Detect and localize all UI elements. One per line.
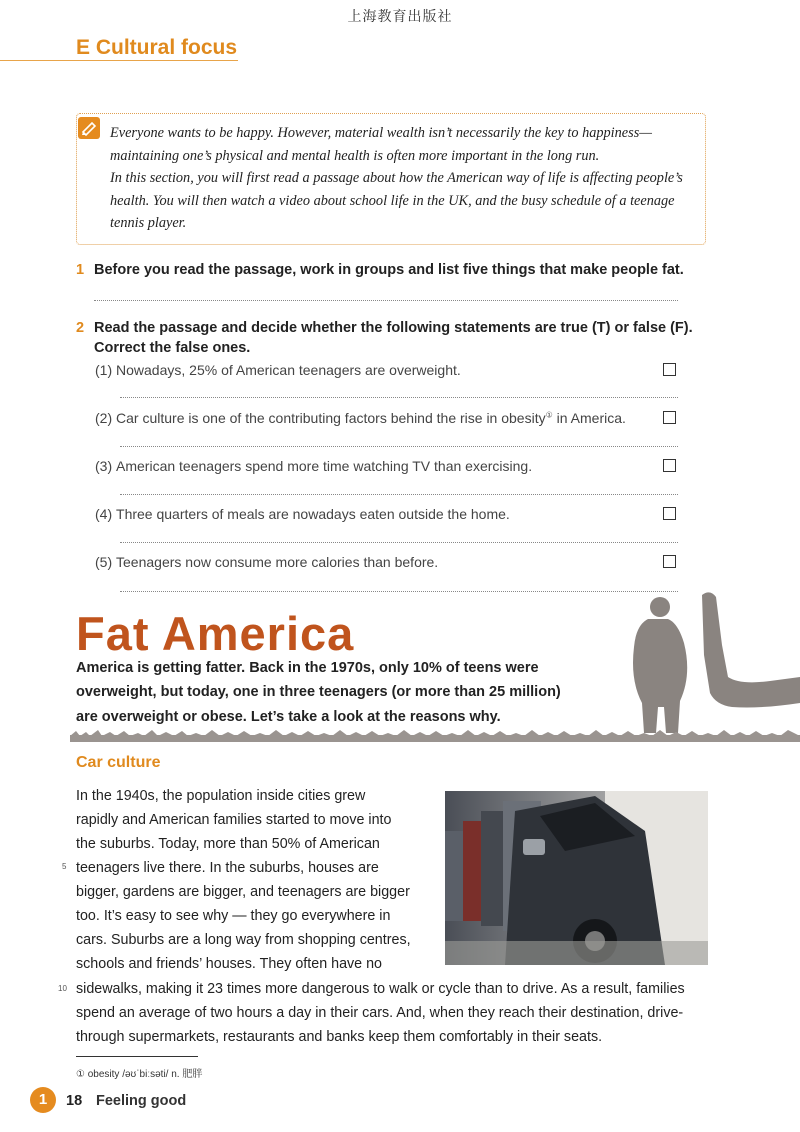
correction-line[interactable] xyxy=(120,446,678,447)
page-number: 18 xyxy=(66,1093,83,1109)
pencil-icon xyxy=(78,117,100,139)
question-2 xyxy=(76,318,693,358)
body-line: sidewalks, making it 23 times more dangerous to walk or cycle than to drive. As a result, families xyxy=(76,981,685,997)
statement-2 xyxy=(95,410,626,426)
statement-text: Car culture is one of the contributing factors behind the rise in obesity xyxy=(116,410,546,426)
intro-text xyxy=(110,122,702,235)
statement-number: (5) xyxy=(95,554,113,570)
article-lead xyxy=(76,656,636,729)
lead-line: are overweight or obese. Let’s take a look at the reasons why. xyxy=(76,708,501,725)
statement-number: (1) xyxy=(95,362,113,378)
car-mirror xyxy=(523,839,545,855)
question-number: 2 xyxy=(76,320,85,336)
line-number-10: 10 xyxy=(58,984,67,993)
lead-line: America is getting fatter. Back in the 1970s, only 10% of teens were xyxy=(76,660,539,676)
body-line: In the 1940s, the population inside cities grew xyxy=(76,788,366,804)
correction-line[interactable] xyxy=(120,494,678,495)
publisher-header: 上海教育出版社 xyxy=(347,9,453,25)
statement-number: (3) xyxy=(95,458,113,474)
statement-1 xyxy=(95,362,461,378)
body-line: bigger, gardens are bigger, and teenagers are bigger xyxy=(76,884,410,900)
true-false-checkbox[interactable] xyxy=(663,459,676,472)
grass-divider xyxy=(70,730,800,742)
lead-line: overweight, but today, one in three teenagers (or more than 25 million) xyxy=(76,684,561,701)
person-head xyxy=(650,597,670,617)
statement-5 xyxy=(95,554,438,570)
line-number-5: 5 xyxy=(62,862,67,871)
true-false-checkbox[interactable] xyxy=(663,411,676,424)
hand-icon xyxy=(702,592,800,707)
answer-line[interactable] xyxy=(94,300,678,301)
parked-cars-photo xyxy=(445,791,708,965)
intro-paragraph-1: Everyone wants to be happy. However, material wealth isn’t necessarily the key to happiness—maintaining one’s physical and mental health is often more important in the long run. xyxy=(110,125,652,164)
statement-number: (4) xyxy=(95,506,113,522)
question-1 xyxy=(76,262,684,278)
article-subheading: Car culture xyxy=(76,754,161,771)
body-line: the suburbs. Today, more than 50% of American xyxy=(76,836,380,852)
section-underline xyxy=(0,60,238,61)
question-text: Read the passage and decide whether the following statements are true (T) or false (F). xyxy=(94,320,693,336)
question-number: 1 xyxy=(76,262,85,278)
unit-title: Feeling good xyxy=(96,1093,187,1109)
intro-paragraph-2: In this section, you will first read a passage about how the American way of life is affecting people’s health. You will then watch a video about school life in the UK, and the busy schedule of a teenage tennis player. xyxy=(110,170,683,231)
question-text-cont: Correct the false ones. xyxy=(94,340,251,356)
true-false-checkbox[interactable] xyxy=(663,555,676,568)
statement-text: Three quarters of meals are nowadays eaten outside the home. xyxy=(116,506,510,522)
true-false-checkbox[interactable] xyxy=(663,363,676,376)
footnote: ① obesity /əʊˈbiːsəti/ n. 肥胖 xyxy=(76,1069,203,1080)
footnote-marker: ① xyxy=(545,410,553,420)
question-text: Before you read the passage, work in groups and list five things that make people fat. xyxy=(94,262,684,278)
person-body xyxy=(633,619,687,733)
correction-line[interactable] xyxy=(120,591,678,592)
body-line: cars. Suburbs are a long way from shopping centres, xyxy=(76,932,411,948)
statement-text: Nowadays, 25% of American teenagers are overweight. xyxy=(116,362,461,378)
body-line: rapidly and American families started to move into xyxy=(76,812,392,828)
body-line: through supermarkets, restaurants and banks keep them comfortably in their seats. xyxy=(76,1029,603,1045)
statement-text: Teenagers now consume more calories than before. xyxy=(116,554,439,570)
article-title: Fat America xyxy=(76,607,355,660)
statement-text-end: in America. xyxy=(552,410,626,426)
section-title: E Cultural focus xyxy=(76,36,238,59)
statement-number: (2) xyxy=(95,410,113,426)
footnote-rule xyxy=(76,1056,198,1057)
body-line: too. It’s easy to see why — they go everywhere in xyxy=(76,908,391,924)
unit-number-badge: 1 xyxy=(30,1087,56,1113)
correction-line[interactable] xyxy=(120,397,678,398)
statement-text: American teenagers spend more time watching TV than exercising. xyxy=(116,458,533,474)
statement-3 xyxy=(95,458,532,474)
true-false-checkbox[interactable] xyxy=(663,507,676,520)
statement-4 xyxy=(95,506,510,522)
correction-line[interactable] xyxy=(120,542,678,543)
body-line: schools and friends’ houses. They often have no xyxy=(76,956,382,972)
body-line: teenagers live there. In the suburbs, houses are xyxy=(76,860,379,876)
body-line: spend an average of two hours a day in their cars. And, when they reach their destination, drive- xyxy=(76,1005,684,1021)
